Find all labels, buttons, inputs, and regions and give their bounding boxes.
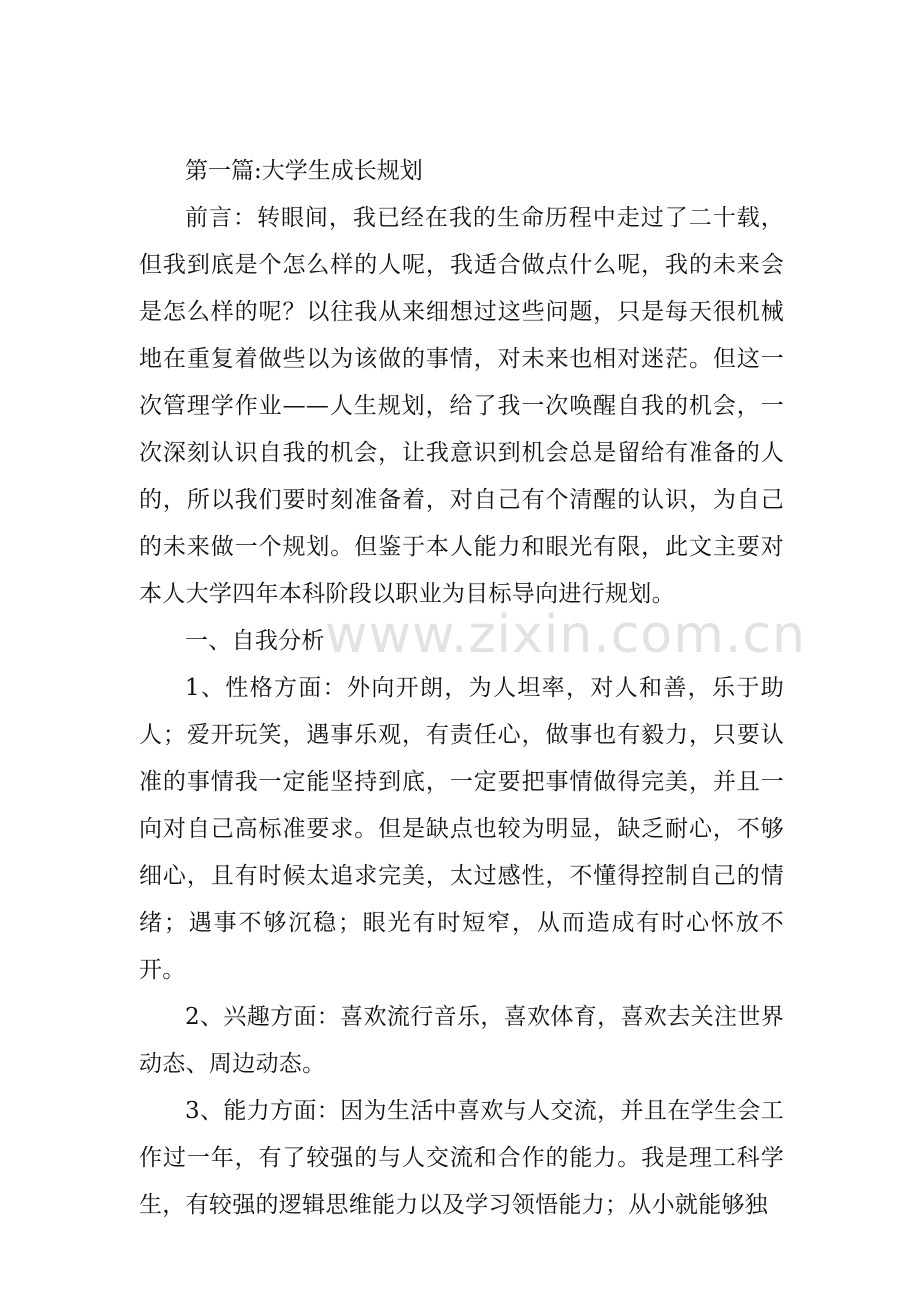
interest-paragraph: 2、兴趣方面：喜欢流行音乐，喜欢体育，喜欢去关注世界动态、周边动态。 [139, 1004, 784, 1077]
ability-paragraph: 3、能力方面：因为生活中喜欢与人交流，并且在学生会工作过一年，有了较强的与人交流和合作的能力。我是理工科学生，有较强的逻辑思维能力以及学习领悟能力；从小就能够独 [139, 1098, 784, 1218]
document-title: 第一篇:大学生成长规划 [185, 158, 423, 184]
document-body [139, 148, 784, 1229]
personality-paragraph: 1、性格方面：外向开朗，为人坦率，对人和善，乐于助人；爱开玩笑，遇事乐观，有责任心，做事也有毅力，只要认准的事情我一定能坚持到底，一定要把事情做得完美，并且一向对自己高标准要求。但是缺点也较为明显，缺乏耐心，不够细心，且有时候太追求完美，太过感性，不懂得控制自己的情绪；遇事不够沉稳；眼光有时短窄，从而造成有时心怀放不开。 [139, 675, 784, 983]
section-heading-self-analysis: 一、自我分析 [185, 628, 325, 654]
watermark: www.zixin.com.cn [325, 605, 806, 665]
preface-paragraph: 前言：转眼间，我已经在我的生命历程中走过了二十载，但我到底是个怎么样的人呢，我适合做点什么呢，我的未来会是怎么样的呢？以往我从来细想过这些问题，只是每天很机械地在重复着做些以为该做的事情，对未来也相对迷茫。但这一次管理学作业——人生规划，给了我一次唤醒自我的机会，一次深刻认识自我的机会，让我意识到机会总是留给有准备的人的，所以我们要时刻准备着，对自己有个清醒的认识，为自己的未来做一个规划。但鉴于本人能力和眼光有限，此文主要对本人大学四年本科阶段以职业为目标导向进行规划。 [139, 205, 784, 607]
